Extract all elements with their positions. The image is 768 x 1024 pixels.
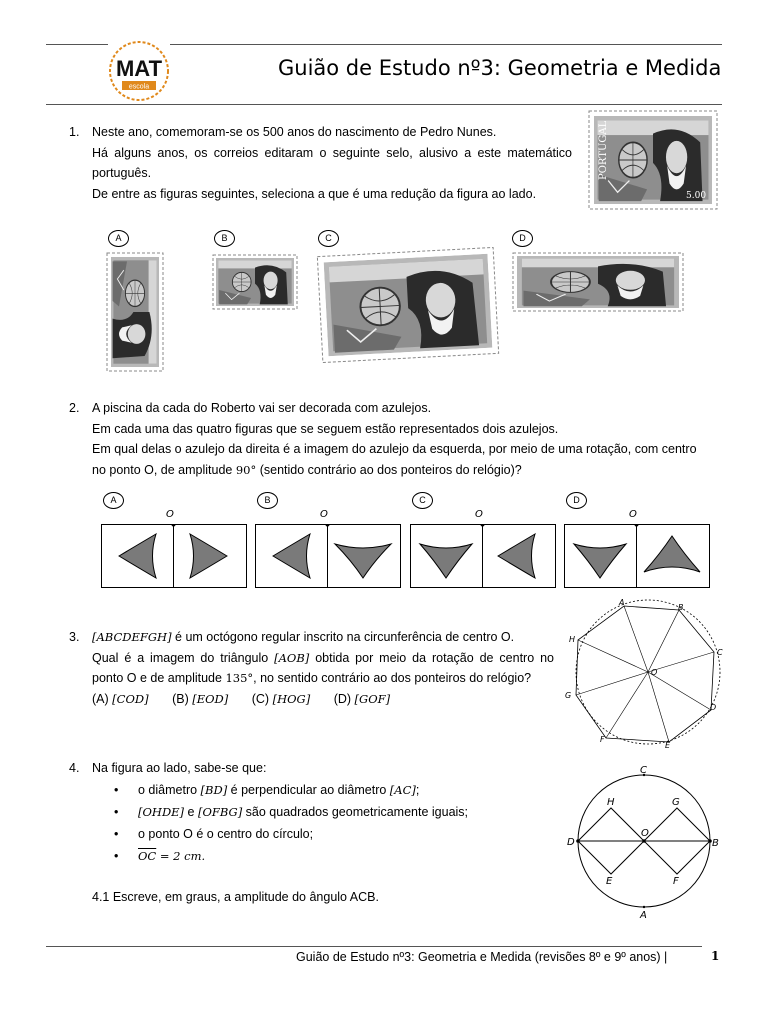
footer-text: Guião de Estudo nº3: Geometria e Medida (revisões 8º e 9º anos) | [296,950,668,964]
header-rule-left [46,44,108,45]
q3-line-1-text: é um octógono regular inscrito na circunferência de centro O. [171,630,515,644]
point-f: F [673,876,679,887]
q1-stamp-c [316,246,500,364]
question-number: 3. [69,630,80,644]
vertex-o: O [651,668,658,677]
vertex-e: E [665,741,671,750]
q1-option-c[interactable]: C [318,230,339,247]
q2-tiles-a [101,524,247,588]
logo-subtext: escola [128,83,150,91]
question-number: 2. [69,401,80,415]
q3-option-b[interactable]: (B) [EOD] [172,692,229,706]
point-a: A [640,910,647,920]
q2-line-2: Em cada uma das quatro figuras que se seguem estão representados dois azulejos. [92,421,559,436]
q1-option-a[interactable]: A [108,230,129,247]
q3-option-a[interactable]: (A) [COD] [92,692,149,706]
q2-option-b[interactable]: B [257,492,278,509]
header-rule-right [170,44,722,45]
q1-line-3: português. [92,166,152,180]
q2-angle: 90° [235,462,257,477]
q1-stamp-a [106,252,164,372]
q1-option-b[interactable]: B [214,230,235,247]
q2-option-a[interactable]: A [103,492,124,509]
point-c: C [640,765,647,776]
q3-line-3 [92,668,554,689]
q3-line-1 [92,627,554,648]
header-rule-bottom [46,104,722,105]
vertex-b: B [678,603,684,612]
q4-bullet-2: • [OHDE] e [OFBG] são quadrados geometricamente iguais; [112,801,468,823]
footer-rule [46,946,702,947]
stamp-value: 5.00 [686,191,707,201]
point-e: E [606,876,613,887]
vertex-f: F [600,735,605,744]
q2-center-label-b: O [320,509,328,520]
q1-stamp-d [512,252,684,312]
q3-line-3-b: , no sentido contrário ao dos ponteiros do relógio? [253,671,532,685]
q4-bullet-4: • $\overline{OC} = 2$ cm. [112,845,468,867]
vertex-g: G [565,691,572,700]
q2-tiles-c [410,524,556,588]
q3-options [92,692,390,706]
q2-center-label-c: O [475,509,483,520]
point-o: O [641,828,649,839]
reference-stamp [588,110,718,210]
q2-option-d[interactable]: D [566,492,587,509]
logo-text: MAT [115,56,163,81]
q2-line-4-b: (sentido contrário ao dos ponteiros do relógio)? [256,462,522,477]
q4-intro: Na figura ao lado, sabe-se que: [92,761,267,775]
mat-logo [108,40,170,102]
q2-line-4 [92,460,722,481]
triangle-aob: [AOB] [274,650,310,665]
page-title: Guião de Estudo nº3: Geometria e Medida [278,56,722,80]
q4-subquestion: 4.1 Escreve, em graus, a amplitude do ângulo ACB. [92,890,379,904]
q1-line-4: De entre as figuras seguintes, seleciona a que é uma redução da figura ao lado. [92,186,537,201]
vertex-a: A [619,598,625,607]
q1-line-2: Há alguns anos, os correios editaram o seguinte selo, alusivo a este matemático [92,145,572,160]
point-h: H [607,797,615,808]
q4-conditions [112,779,468,867]
q3-option-d[interactable]: (D) [GOF] [333,692,391,706]
vertex-h: H [569,635,576,644]
point-g: G [672,797,680,808]
q2-line-1: A piscina da cada do Roberto vai ser decorada com azulejos. [92,401,432,415]
q2-tiles-b [255,524,401,588]
q2-option-c[interactable]: C [412,492,433,509]
q1-line-1: Neste ano, comemoram-se os 500 anos do nascimento de Pedro Nunes. [92,125,497,139]
octagon-figure [562,596,732,754]
q2-line-4-a: no ponto O, de amplitude [92,462,236,477]
q3-option-c[interactable]: (C) [HOG] [251,692,311,706]
vertex-d: D [710,703,717,712]
question-number: 4. [69,761,80,775]
q3-line-2-b: obtida por meio da rotação de centro no [309,650,554,665]
circle-figure [564,764,728,920]
q2-tiles-d [564,524,710,588]
stamp-country: PORTUGAL [598,120,609,180]
q3-line-3-a: ponto O e de amplitude [92,671,226,685]
page-number: 1 [711,949,720,963]
q3-line-2-a: Qual é a imagem do triângulo [92,650,275,665]
q1-stamp-b [212,254,298,310]
octagon-name: [ABCDEFGH] [92,630,172,644]
question-number: 1. [69,125,80,139]
point-d: D [567,837,575,848]
q2-center-label-a: O [166,509,174,520]
q3-angle: 135° [225,671,254,685]
point-b: B [712,838,719,849]
q3-line-2 [92,648,554,669]
q2-center-label-d: O [629,509,637,520]
q2-line-3: Em qual delas o azulejo da direita é a imagem do azulejo da esquerda, por meio de uma rotação, com centro [92,442,697,456]
q4-bullet-3: • o ponto O é o centro do círculo; [112,823,468,845]
vertex-c: C [717,648,723,657]
q4-bullet-1: • o diâmetro [BD] é perpendicular ao diâmetro [AC]; [112,779,468,801]
q1-option-d[interactable]: D [512,230,533,247]
